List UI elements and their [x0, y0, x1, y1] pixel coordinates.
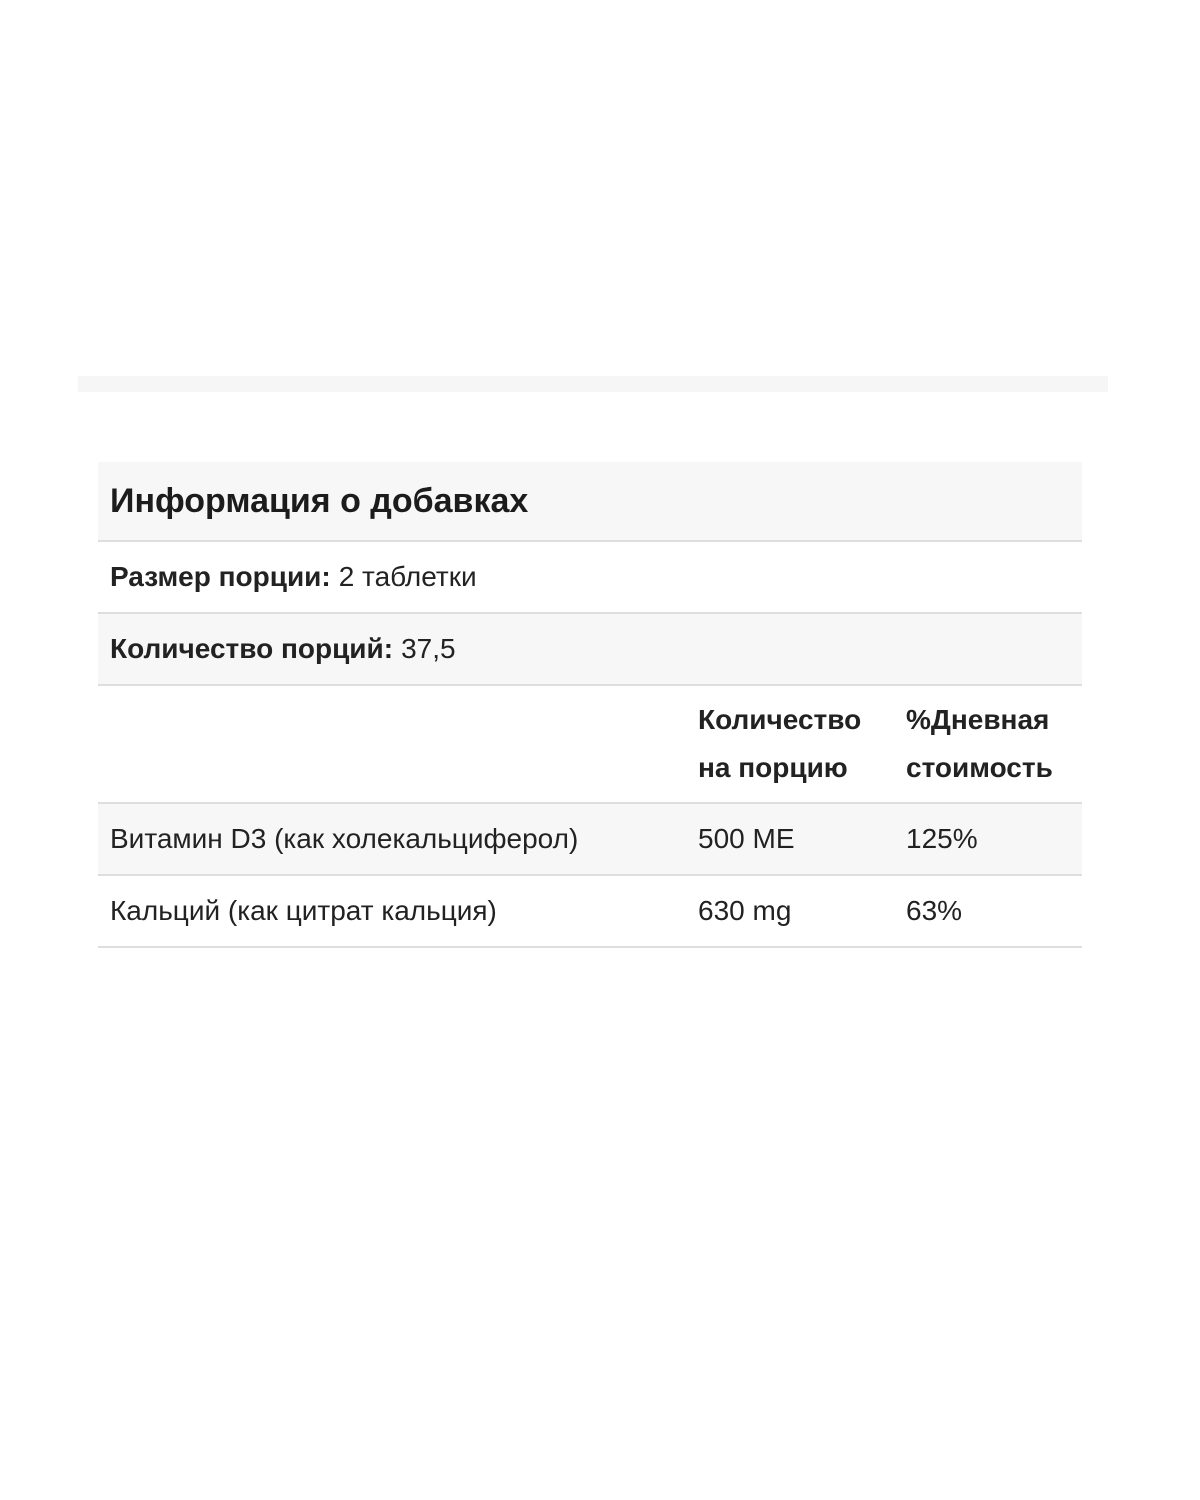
table-row [98, 804, 1082, 876]
amount-header-line2: на порцию [698, 752, 848, 783]
serving-size-row [98, 542, 1082, 614]
daily-value-header-line2: стоимость [906, 752, 1053, 783]
servings-per-container-value: 37,5 [401, 633, 456, 664]
servings-per-container-label: Количество порций: [110, 633, 394, 664]
nutrient-amount: 500 МЕ [698, 823, 795, 854]
nutrient-name: Кальций (как цитрат кальция) [110, 895, 497, 926]
nutrient-amount: 630 mg [698, 895, 792, 926]
nutrient-daily-value: 125% [906, 823, 978, 854]
nutrient-daily-value: 63% [906, 895, 963, 926]
amount-column-header [698, 696, 906, 792]
table-row [98, 876, 1082, 948]
nutrient-name: Витамин D3 (как холекальциферол) [110, 823, 579, 854]
supplement-facts-title-row [98, 462, 1082, 542]
servings-per-container-row [98, 614, 1082, 686]
serving-size-label: Размер порции: [110, 561, 331, 592]
supplement-facts-table [98, 462, 1082, 948]
top-divider-strip [78, 376, 1108, 392]
daily-value-column-header [906, 696, 1082, 792]
serving-size-value: 2 таблетки [338, 561, 477, 592]
table-header-row [98, 686, 1082, 804]
amount-header-line1: Количество [698, 704, 862, 735]
supplement-facts-title: Информация о добавках [110, 481, 529, 520]
daily-value-header-line1: %Дневная [906, 704, 1050, 735]
